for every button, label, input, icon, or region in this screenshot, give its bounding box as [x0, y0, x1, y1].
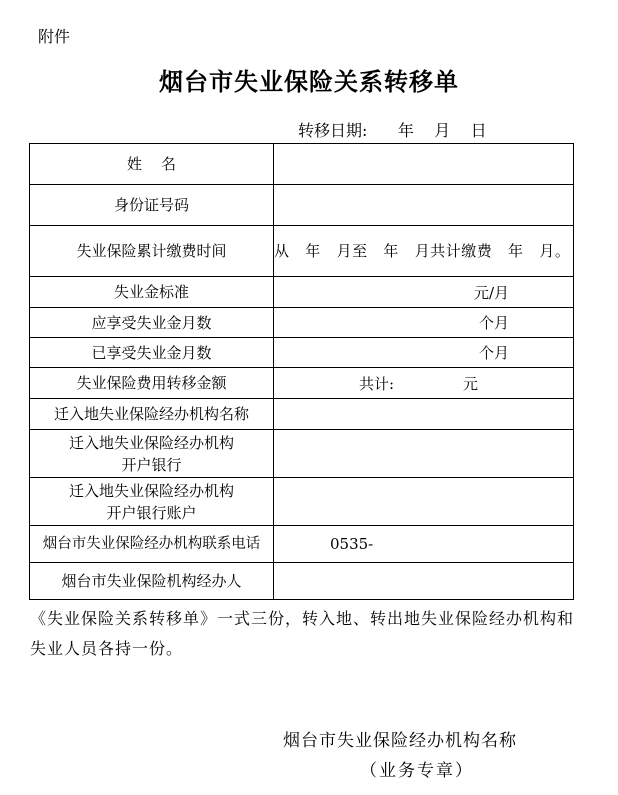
attachment-label: 附件 [38, 27, 71, 46]
table-row [30, 185, 574, 226]
destination-account-label [30, 478, 274, 526]
destination-agency-field[interactable] [274, 399, 574, 430]
transfer-form-table [29, 143, 574, 600]
table-row [30, 478, 574, 526]
destination-bank-label [30, 430, 274, 478]
benefit-standard-field[interactable] [274, 277, 574, 308]
entitled-months-label: 应享受失业金月数 [30, 308, 274, 338]
received-months-field[interactable] [274, 338, 574, 368]
contribution-period-label: 失业保险累计缴费时间 [30, 226, 274, 277]
entitled-months-unit: 个月 [478, 314, 509, 332]
table-row [30, 430, 574, 478]
benefit-standard-unit: 元/月 [473, 283, 509, 302]
destination-bank-label-line1: 迁入地失业保险经办机构 [68, 433, 234, 452]
transfer-date: 转移日期: 年 月 日 [298, 121, 487, 140]
destination-account-label-line1: 迁入地失业保险经办机构 [68, 481, 234, 500]
entitled-months-field[interactable] [274, 308, 574, 338]
yantai-phone-field[interactable] [274, 526, 574, 563]
destination-bank-field[interactable] [274, 430, 574, 478]
distribution-note: 《失业保险关系转移单》一式三份，转入地、转出地失业保险经办机构和失业人员各持一份。 [30, 609, 575, 658]
yantai-handler-label: 烟台市失业保险机构经办人 [30, 563, 274, 600]
benefit-standard-label: 失业金标准 [30, 277, 274, 308]
table-row [30, 368, 574, 399]
table-row [30, 526, 574, 563]
contribution-period-field[interactable] [274, 226, 574, 277]
table-row [30, 563, 574, 600]
id-number-field[interactable] [274, 185, 574, 226]
received-months-unit: 个月 [478, 344, 509, 362]
yantai-phone-label: 烟台市失业保险经办机构联系电话 [30, 526, 274, 563]
destination-account-field[interactable] [274, 478, 574, 526]
yantai-phone-value: 0535- [330, 535, 374, 553]
table-row [30, 338, 574, 368]
transfer-amount-field[interactable] [274, 368, 574, 399]
name-field[interactable] [274, 144, 574, 185]
destination-bank-label-line2: 开户银行 [121, 455, 182, 474]
transfer-amount-unit: 元 [462, 374, 478, 393]
table-row [30, 226, 574, 277]
id-number-label: 身份证号码 [30, 185, 274, 226]
name-label-text: 姓 名 [126, 155, 177, 173]
yantai-handler-field[interactable] [274, 563, 574, 600]
contribution-period-text: 从 年 月至 年 月共计缴费 年 月。 [274, 242, 571, 260]
destination-account-label-line2: 开户银行账户 [106, 503, 197, 522]
transfer-amount-prefix: 共计: [358, 374, 394, 393]
received-months-label: 已享受失业金月数 [30, 338, 274, 368]
page-title: 烟台市失业保险关系转移单 [159, 68, 459, 96]
table-row [30, 308, 574, 338]
transfer-amount-label: 失业保险费用转移金额 [30, 368, 274, 399]
name-label [30, 144, 274, 185]
signature-seal: （业务专章） [360, 761, 474, 781]
table-row [30, 399, 574, 430]
signature-org-name: 烟台市失业保险经办机构名称 [283, 731, 517, 751]
table-row [30, 144, 574, 185]
destination-agency-label: 迁入地失业保险经办机构名称 [30, 399, 274, 430]
table-row [30, 277, 574, 308]
